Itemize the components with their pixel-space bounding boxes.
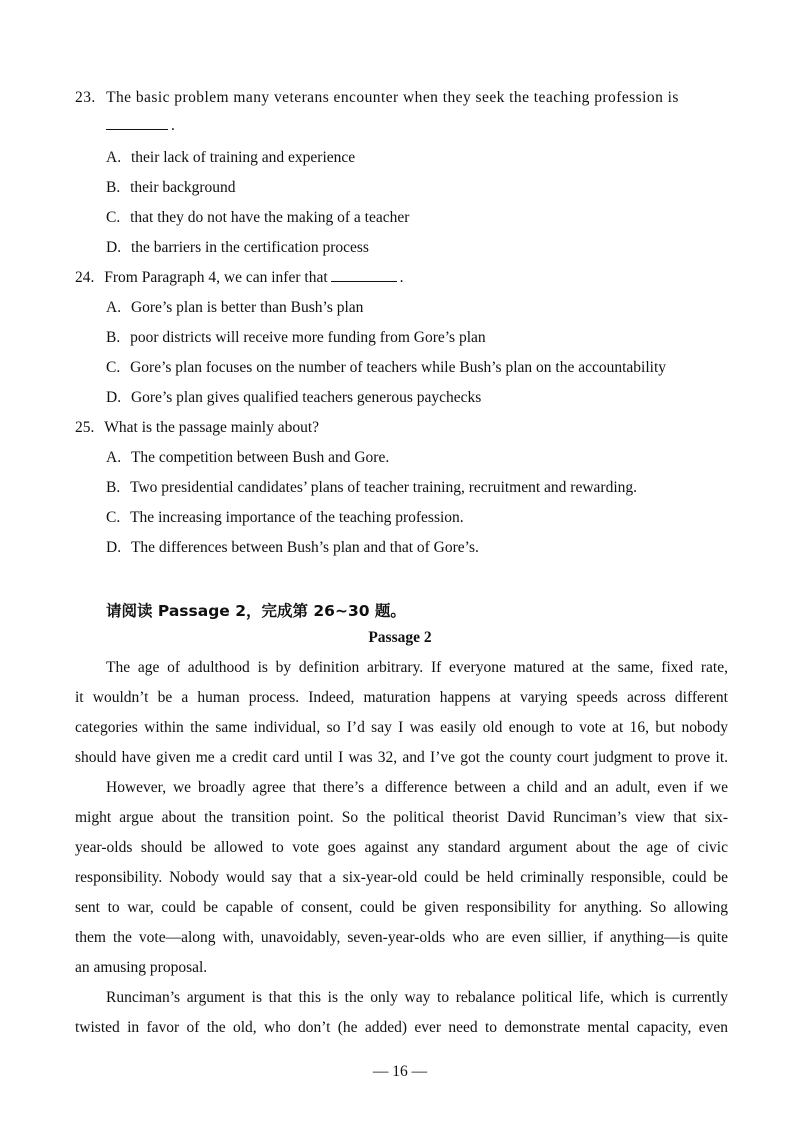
answer-blank xyxy=(106,117,168,130)
question-24-option-a xyxy=(106,299,363,317)
question-23-blank-line xyxy=(106,117,175,135)
passage-line: However, we broadly agree that there’s a difference between a child and an adult, even if we xyxy=(106,779,728,796)
passage-line: Runciman’s argument is that this is the only way to rebalance political life, which is currently xyxy=(106,989,728,1006)
passage-line: should have given me a credit card until I was 32, and I’ve got the county court judgment to prove it. xyxy=(75,749,728,766)
question-text-end: . xyxy=(399,269,404,286)
option-letter: D. xyxy=(106,239,122,256)
question-24-stem xyxy=(75,269,404,287)
question-number: 23. xyxy=(75,89,96,106)
question-25-option-d xyxy=(106,539,479,557)
passage-line: twisted in favor of the old, who don’t (he added) ever need to demonstrate mental capacity, even xyxy=(75,1019,728,1036)
question-text: The basic problem many veterans encounter when they seek the teaching profession is xyxy=(106,89,679,106)
option-letter: D. xyxy=(106,539,122,556)
question-number: 24. xyxy=(75,269,95,286)
option-letter: A. xyxy=(106,149,122,166)
option-text: their background xyxy=(130,179,236,196)
question-23-option-c xyxy=(106,209,409,227)
question-24-option-c xyxy=(106,359,666,377)
option-letter: B. xyxy=(106,329,121,346)
question-23-option-a xyxy=(106,149,355,167)
page-number: — 16 — xyxy=(372,1063,428,1080)
question-25-stem xyxy=(75,419,319,437)
answer-blank xyxy=(331,269,397,282)
question-24-option-b xyxy=(106,329,486,347)
option-letter: D. xyxy=(106,389,122,406)
passage-line: it wouldn’t be a human process. Indeed, maturation happens at varying speeds across different xyxy=(75,689,728,706)
question-25-option-c xyxy=(106,509,464,527)
question-25-option-a xyxy=(106,449,389,467)
option-letter: C. xyxy=(106,359,121,376)
question-23-option-d xyxy=(106,239,369,257)
passage-title: Passage 2 xyxy=(368,629,432,646)
option-text: poor districts will receive more funding from Gore’s plan xyxy=(130,329,486,346)
question-23-option-b xyxy=(106,179,236,197)
passage-line: year-olds should be allowed to vote goes against any standard argument about the age of civic xyxy=(75,839,728,856)
option-text: Gore’s plan gives qualified teachers generous paychecks xyxy=(130,389,482,406)
question-text: From Paragraph 4, we can infer that xyxy=(104,269,328,286)
option-letter: A. xyxy=(106,299,122,316)
question-text: What is the passage mainly about? xyxy=(104,419,320,436)
option-text: Gore’s plan focuses on the number of teachers while Bush’s plan on the accountability xyxy=(130,359,666,376)
passage-line: might argue about the transition point. So the political theorist David Runciman’s view that six- xyxy=(75,809,728,826)
passage-line: The age of adulthood is by definition arbitrary. If everyone matured at the same, fixed rate, xyxy=(106,659,728,676)
option-text: The differences between Bush’s plan and that of Gore’s. xyxy=(130,539,479,556)
question-number: 25. xyxy=(75,419,95,436)
passage-line: them the vote—along with, unavoidably, seven-year-olds who are even sillier, if anything—is quite xyxy=(75,929,728,946)
question-23-stem xyxy=(75,89,679,107)
passage-line: responsibility. Nobody would say that a six-year-old could be held criminally responsible, could be xyxy=(75,869,728,886)
passage-line: categories within the same individual, so I’d say I was easily old enough to vote at 16, but nobody xyxy=(75,719,728,736)
option-text: that they do not have the making of a teacher xyxy=(130,209,410,226)
passage-line: sent to war, could be capable of consent, could be given responsibility for anything. So allowing xyxy=(75,899,728,916)
question-25-option-b xyxy=(106,479,637,497)
option-text: The increasing importance of the teaching profession. xyxy=(130,509,464,526)
option-text: their lack of training and experience xyxy=(130,149,356,166)
option-text: Two presidential candidates’ plans of teacher training, recruitment and rewarding. xyxy=(130,479,638,496)
question-text-end: . xyxy=(171,117,175,134)
option-text: the barriers in the certification process xyxy=(130,239,369,256)
option-text: Gore’s plan is better than Bush’s plan xyxy=(130,299,364,316)
option-letter: C. xyxy=(106,209,121,226)
option-letter: B. xyxy=(106,179,121,196)
question-24-option-d xyxy=(106,389,481,407)
option-letter: B. xyxy=(106,479,121,496)
option-text: The competition between Bush and Gore. xyxy=(130,449,390,466)
option-letter: C. xyxy=(106,509,121,526)
passage-line: an amusing proposal. xyxy=(75,959,208,976)
reading-instruction: 请阅读 Passage 2，完成第 26~30 题。 xyxy=(106,602,406,620)
option-letter: A. xyxy=(106,449,122,466)
